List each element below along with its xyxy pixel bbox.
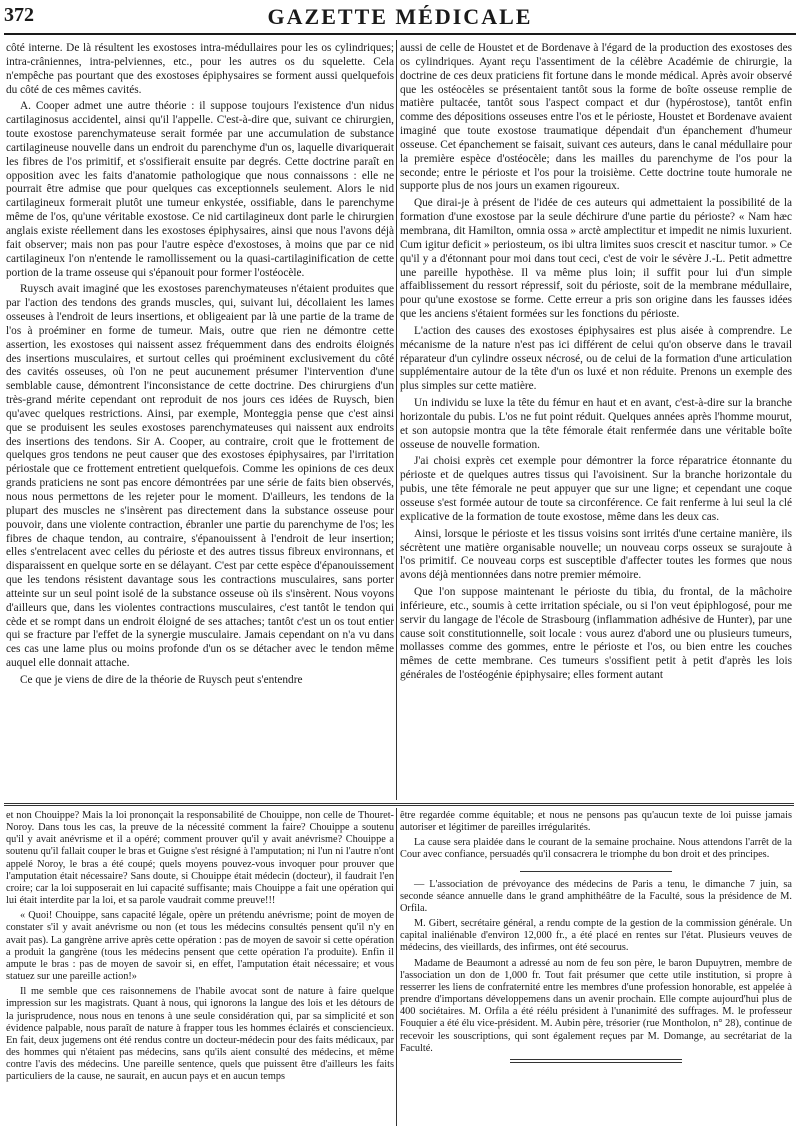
paragraph: être regardée comme équitable; et nous ne pensons pas qu'aucun texte de loi puisse jamais autoriser et légitimer de pareilles irrégularités. bbox=[400, 810, 792, 834]
paragraph: — L'association de prévoyance des médecins de Paris a tenu, le dimanche 7 juin, sa seconde séance annuelle dans le grand amphithéâtre de la Faculté, sous la présidence de M. Orfila. bbox=[400, 878, 792, 914]
paragraph: Un individu se luxe la tête du fémur en haut et en avant, c'est-à-dire sur la branche horizontale du pubis. L'os ne fut point réduit. Quelques années après l'homme mourut, et son autopsie montra que la tête fémorale était renfermée dans une véritable boîte osseuse de nouvelle formation. bbox=[400, 397, 792, 451]
paragraph: Il me semble que ces raisonnemens de l'habile avocat sont de nature à faire quelque impression sur les magistrats. Quant à nous, qui ignorons la langue des lois et les détours de la jurisprudence, nous nous en tenons à une seule considération qui, par sa simplicité et son évidence palpable, nous paraît de nature à frapper tous les hommes éclairés et consciencieux. En fait, deux jugemens ont été rendus contre un docteur-médecin pour des faits médicaux, par des hommes qui n'étaient pas médecins, sans qu'ils aient consulté des médecins, et même contre l'avis des médecins. Une pareille sentence, quels que puissent être d'ailleurs les faits particuliers de la cause, ne saurait, en aucun pays et en aucun temps bbox=[6, 986, 394, 1083]
paragraph: côté interne. De là résultent les exostoses intra-médullaires pour les os cylindriques; intra-crâniennes, intra-pelviennes, etc., pour les autres os du squelette. Cela n'empêche pas pourtant que des exostoses épiphysaires se forment aussi quelquefois du côté de ces mêmes cavités. bbox=[6, 42, 394, 96]
left-column-upper bbox=[6, 42, 394, 800]
page-header bbox=[0, 0, 800, 34]
paragraph: et non Chouippe? Mais la loi prononçait la responsabilité de Chouippe, non celle de Thouret-Noroy. Dans tous les cas, la preuve de la nécessité comment la faire? Chouippe a soutenu qu'il y avait anévrisme et il a opéré; comment prouver qu'il y avait anévrisme? Chouippe a soutenu qu'il fallait couper le bras et Guigne s'est résigné à l'amputation; ni l'un ni l'autre n'ont appelé Noroy, le bras a été coupé; quels moyens pouvez-vous invoquer pour prouver que l'amputation était nécessaire? Sans doute, si Chouippe était médecin (docteur), il faudrait l'en croire; car la loi supposerait en lui capacité suffisante; mais Chouippe a fait une opération qui lui était interdite par la loi, et sa parole vaudrait comme preuve!!! bbox=[6, 810, 394, 907]
paragraph: Que dirai-je à présent de l'idée de ces auteurs qui admettaient la possibilité de la formation d'une exostose par la seule déchirure d'une partie du périoste? « Nam hæc membrana, dit Hamilton, omnia ossa » arctè amplectitur et impedit ne nimis luxurient. Cum igitur deficit » periosteum, os ibi ultra limites suos crescit et nascitur tumor. » Ce qu'il y a d'étonnant pour moi dans tout ceci, c'est de voir le sévère J.-L. Petit admettre une pareille hypothèse. Il va même plus loin; il suffit pour lui d'un simple affaiblissement du ressort répressif, soit du périoste, soit de la membrane médullaire, pour qu'une exostose se forme. Cette erreur a pris son origine dans les fausses idées que les anciens s'étaient formées sur les fonctions du périoste. bbox=[400, 197, 792, 321]
paragraph: L'action des causes des exostoses épiphysaires est plus aisée à comprendre. Le mécanisme de la nature n'est pas ici différent de celui qu'on observe dans le travail réparateur d'un cylindre osseux nécrosé, ou de celui de la formation d'une articulation supplémentaire autour de la tête d'un os luxé et non réduite. Prenons un exemple des plus simples sur cette matière. bbox=[400, 324, 792, 393]
paragraph: Madame de Beaumont a adressé au nom de feu son père, le baron Dupuytren, membre de l'association un don de 1,000 fr. Tout fait présumer que cette utile institution, si propre à resserrer les liens de confraternité entre les membres d'une profession honorable, est appelée à prendre d'importans développemens dans un avenir prochain. Elle compte aujourd'hui plus de 400 sociétaires. M. Orfila a été réélu président à l'unanimité des suffrages. M. le professeur Fouquier a été élu vice-président. M. Aubin père, trésorier (rue Montholon, n° 28), continue de recevoir les souscriptions, qui sont également reçues par M. Domange, au secrétariat de la Faculté. bbox=[400, 957, 792, 1054]
paragraph: Ce que je viens de dire de la théorie de Ruysch peut s'entendre bbox=[20, 673, 303, 686]
section-divider bbox=[4, 803, 794, 806]
paragraph: Ainsi, lorsque le périoste et les tissus voisins sont irrités d'une certaine manière, ils sécrètent une matière organisable nouvelle; un nouveau corps osseux se surajoute à l'os primitif. Ce nouveau corps est susceptible d'affecter toutes les formes que nous avons déjà mentionnées dans notre premier mémoire. bbox=[400, 527, 792, 582]
paragraph: Ruysch avait imaginé que les exostoses parenchymateuses n'étaient produites que par l'action des tendons des grands muscles, qui, suivant lui, décollaient les lames osseuses à l'endroit de leurs insertions, et obligeaient par là une partie de la trame de l'os à proéminer en forme de tumeur. Mais, outre que rien ne démontre cette assertion, les exostoses qui naissent assez fréquemment dans des endroits éloignés des insertions musculaires, et surtout celles qui proéminent exclusivement du côté des cavités osseuses, où l'on ne peut aucunement présumer l'intervention d'une semblable cause, démontrent l'inconsistance de cette doctrine. Des chirurgiens d'un très-grand mérite cependant ont reproduit de nos jours ces idées de Ruysch, bien qu'avec quelques restrictions. Ainsi, par exemple, Monteggia pense que c'est ainsi que se produisent les seules exostoses parenchymateuses qui naissent aux endroits des insertions des tendons. Sir A. Cooper, au contraire, croit que le frottement de quelques gros tendons ne peut causer que des exostoses épiphysaires, par l'irritation périostale que ce frottement entretient quelquefois. Comme les opinions de ces deux grands praticiens ne sont pas encore démontrées par une série de faits bien observés, nous nous permettons de les rejeter pour le moment. D'ailleurs, les tendons de la plupart des muscles ne s'insèrent pas directement dans la substance osseuse pour pouvoir, dans une violente contraction, ébranler une partie du parenchyme de l'os; les fibres de chaque tendon, au contraire, s'épanouissent à l'endroit de leur insertion; elles s'entrelacent avec celles du périoste et des autres tissus fibreux environnans, et disparaissent en quelque sorte en se délayant. C'est par cette espèce d'épanouissement que les tendons résistent davantage sous les contractions musculaires, sans porter atteinte sur un seul point isolé de la substance osseuse où ils s'insèrent. Nous voyons d'ailleurs que, dans les violentes contractions musculaires, c'est tantôt le tendon qui cède et se rompt dans un endroit éloigné de ses attaches; tantôt c'est un os tout entier qui se fracture par l'effet de la synergie musculaire. Jamais cependant on n'a vu dans ces cas une lame plus ou moins profonde d'un os se détacher avec le tendon même auquel elle donnait attache. bbox=[6, 283, 394, 670]
column-divider-bottom bbox=[396, 808, 397, 1126]
end-rule bbox=[510, 1062, 682, 1063]
paragraph: Que l'on suppose maintenant le périoste du tibia, du frontal, de la mâchoire inférieure, etc., soumis à cette irritation spéciale, ou si l'on veut épiphlogosé, pour me servir du langage de l'école de Strasbourg (inflammation adhésive de Hunter), par une cause soit constitutionnelle, soit locale : vous aurez d'abord une ou plusieurs tumeurs, mollasses comme des gommes, entre le périoste et l'os, ou bien entre les couches mêmes de cette membrane. Ces tumeurs s'ossifient petit à petit d'après les lois générales de l'ostéogénie épiphysaire; elles forment autant bbox=[400, 586, 792, 682]
left-column-lower bbox=[6, 810, 394, 1125]
right-column-lower bbox=[400, 810, 792, 1125]
page-number: 372 bbox=[4, 4, 34, 26]
right-column-upper bbox=[400, 42, 792, 800]
paragraph: « Quoi! Chouippe, sans capacité légale, opère un prétendu anévrisme; point de moyen de constater s'il y avait anévrisme ou non (et tous les médecins consultés pensent qu'il n'y en avait pas). La gangrène arrive après cette opération : pas de moyen de savoir si cette opération a produit la gangrène (tous les médecins pensent que cette opération l'a produite). Enfin il ampute le bras : pas de moyen de savoir si, en effet, l'amputation était nécessaire; et vous statuez sur une pareille action!» bbox=[6, 910, 394, 983]
paragraph: J'ai choisi exprès cet exemple pour démontrer la force réparatrice étonnante du périoste et de quelques autres tissus qui l'avoisinent. Sur la branche horizontale du pubis, une tête fémorale ne peut appuyer que sur une ligne; et cependant une coque osseuse s'est formée autour de toute sa circonférence. Ce fait renferme à lui seul la clé explicative de la formation de toute exostose, même dans les deux cas. bbox=[400, 455, 792, 523]
header-rule bbox=[4, 33, 796, 35]
journal-title: GAZETTE MÉDICALE bbox=[267, 4, 533, 29]
separator-rule bbox=[400, 865, 792, 879]
paragraph: La cause sera plaidée dans le courant de la semaine prochaine. Nous attendons l'arrêt de la Cour avec confiance, persuadés qu'il consacrera le triomphe du bon droit et des principes. bbox=[400, 837, 792, 861]
column-divider-top bbox=[396, 40, 397, 800]
paragraph: aussi de celle de Houstet et de Bordenave à l'égard de la production des exostoses des os cylindriques. Ayant reçu l'assentiment de la célèbre Académie de chirurgie, la doctrine de ces deux praticiens fit fortune dans le monde médical. Après avoir observé que les ostéocèles se présentaient tantôt sous la forme de boîte osseuse remplie de matière pultacée, tantôt sous l'aspect compact et dur (hypérostose), tantôt enfin comme des dépositions osseuses entre l'os et le périoste, Houstet et Bordenave avaient imaginé que toute exostose traumatique dépendait d'un épanchement d'humeur osseuse. Cet épanchement se faisait, suivant ces auteurs, dans le canal médullaire pour la première espèce d'ostéocèle; dans les mailles du parenchyme de l'os pour la seconde; entre le périoste et l'os pour la troisième. Cette doctrine toute humorale ne supporte plus de nos jours un examen rigoureux. bbox=[400, 42, 792, 193]
end-rules bbox=[400, 1059, 792, 1063]
paragraph: M. Gibert, secrétaire général, a rendu compte de la gestion de la commission générale. Un capital inaliénable d'environ 12,000 fr., a été placé en rentes sur l'état. Plusieurs veuves de médecins, des vieillards, des infirmes, ont été secourus. bbox=[400, 918, 792, 954]
paragraph: A. Cooper admet une autre théorie : il suppose toujours l'existence d'un nidus cartilaginosus accidentel, ainsi qu'il l'appelle. C'est-à-dire que, suivant ce chirurgien, toute exostose parenchymateuse serait formée par une accumulation de substance cartilagineuse nouvelle dans un endroit du parenchyme d'un os, laquelle divariquerait les fibres de l'os primitif, et s'ossifierait ensuite par degrés. Cette doctrine paraît en opposition avec les faits d'anatomie pathologique que nous connaissons : elle ne pourrait être admise que pour quelques cas exceptionnels seulement. Alors le nid cartilagineux formerait plutôt une tumeur enkystée, ossifiable, dans le parenchyme même de l'os, qu'une véritable exostose. Ce nid cartilagineux dont parle le chirurgien anglais existe réellement dans les exostoses épiphysaires, ainsi que nous l'avons déjà fait observer; mais non pas pour l'autre espèce d'exostoses, à moins que par ce nid cartilagineux l'on n'entende le ramollissement ou la quasi-cartilaginification de cette portion de la trame osseuse qui s'épanouit pour former l'ostéocèle. bbox=[6, 100, 394, 279]
end-rule bbox=[510, 1059, 682, 1060]
